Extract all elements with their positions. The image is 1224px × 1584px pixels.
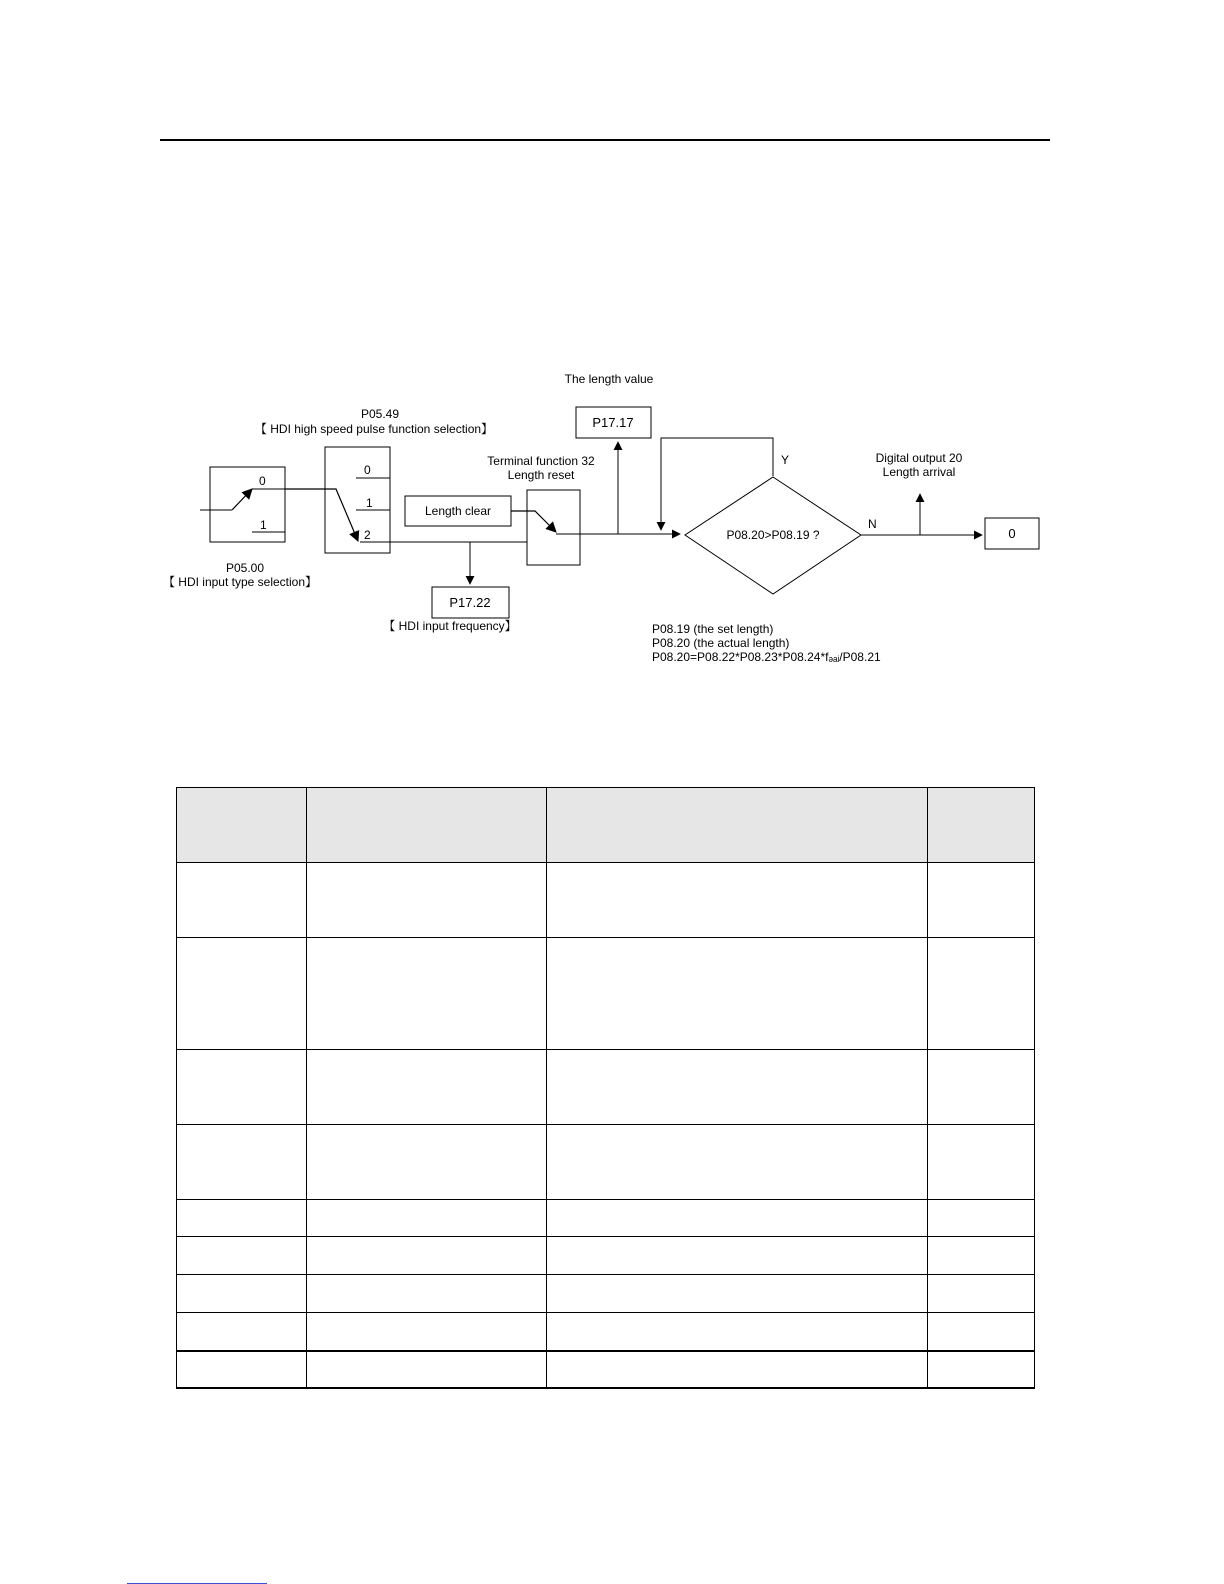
- header-cell: [307, 788, 547, 863]
- table-cell: [177, 1313, 307, 1351]
- table-cell: [307, 1351, 547, 1388]
- parameter-table: [176, 787, 1035, 1389]
- table-cell: [928, 1125, 1035, 1200]
- digital-output-label-line1: Digital output 20: [875, 451, 963, 465]
- table-cell: [547, 938, 928, 1050]
- p17-22-desc: 【 HDI input frequency】: [383, 619, 517, 633]
- p05-49-option-2: 2: [364, 528, 371, 542]
- length-value-label: The length value: [564, 372, 654, 386]
- length-control-diagram: [0, 0, 1224, 700]
- table-cell: [177, 1200, 307, 1237]
- p05-49-desc: 【 HDI high speed pulse function selection】: [254, 422, 494, 436]
- table-cell: [177, 1275, 307, 1313]
- p05-00-option-0: 0: [259, 474, 266, 488]
- table-row: [177, 863, 1035, 938]
- table-cell: [547, 1313, 928, 1351]
- table-row: [177, 1237, 1035, 1275]
- header-cell: [547, 788, 928, 863]
- table-cell: [928, 1351, 1035, 1388]
- table-cell: [307, 1200, 547, 1237]
- p05-49-option-1: 1: [366, 496, 373, 510]
- length-reset-switch-box: [527, 490, 580, 565]
- p05-00-switch-box: [210, 467, 285, 542]
- table-cell: [928, 938, 1035, 1050]
- table-cell: [928, 1237, 1035, 1275]
- p05-00-desc: 【 HDI input type selection】: [162, 575, 318, 589]
- table-cell: [547, 1200, 928, 1237]
- p05-00-option-1: 1: [260, 518, 267, 532]
- table-cell: [547, 1351, 928, 1388]
- yes-label: Y: [781, 453, 790, 467]
- p05-49-option-0: 0: [364, 463, 371, 477]
- note-actual-length: P08.20 (the actual length): [652, 636, 790, 650]
- p17-17-label: P17.17: [592, 415, 634, 430]
- table-cell: [307, 863, 547, 938]
- table-cell: [547, 1237, 928, 1275]
- table-cell: [307, 1275, 547, 1313]
- terminal-function-label-line1: Terminal function 32: [487, 454, 595, 468]
- table-row: [177, 1050, 1035, 1125]
- header-cell: [928, 788, 1035, 863]
- table-header-row: [177, 788, 1035, 863]
- table-row: [177, 938, 1035, 1050]
- table-row: [177, 1275, 1035, 1313]
- table-cell: [928, 863, 1035, 938]
- table-cell: [547, 863, 928, 938]
- p05-49-selector-box: [325, 447, 390, 553]
- no-label: N: [868, 517, 877, 531]
- table-cell: [177, 863, 307, 938]
- table-cell: [928, 1313, 1035, 1351]
- table-cell: [307, 1237, 547, 1275]
- header-cell: [177, 788, 307, 863]
- length-clear-label: Length clear: [424, 504, 492, 518]
- table-cell: [177, 1125, 307, 1200]
- table-row: [177, 1125, 1035, 1200]
- p05-49-title: P05.49: [360, 407, 400, 421]
- table-cell: [307, 1050, 547, 1125]
- table-cell: [177, 938, 307, 1050]
- table-cell: [307, 938, 547, 1050]
- table-cell: [928, 1050, 1035, 1125]
- table-cell: [547, 1050, 928, 1125]
- p05-00-title: P05.00: [225, 561, 265, 575]
- table-cell: [928, 1200, 1035, 1237]
- table-row: [177, 1351, 1035, 1388]
- table-cell: [547, 1275, 928, 1313]
- note-formula: P08.20=P08.22*P08.23*P08.24*fₔₐᵢ/P08.21: [652, 650, 881, 664]
- table-cell: [307, 1125, 547, 1200]
- note-set-length: P08.19 (the set length): [652, 622, 774, 636]
- table-cell: [177, 1050, 307, 1125]
- digital-output-label-line2: Length arrival: [882, 465, 956, 479]
- table-row: [177, 1200, 1035, 1237]
- decision-label: P08.20>P08.19 ?: [726, 528, 820, 542]
- table-cell: [307, 1313, 547, 1351]
- output-value: 0: [1008, 526, 1016, 541]
- table-cell: [177, 1351, 307, 1388]
- table-cell: [928, 1275, 1035, 1313]
- table-cell: [177, 1237, 307, 1275]
- terminal-function-label-line2: Length reset: [507, 468, 575, 482]
- table-row: [177, 1313, 1035, 1351]
- p17-22-label: P17.22: [449, 595, 491, 610]
- table-cell: [547, 1125, 928, 1200]
